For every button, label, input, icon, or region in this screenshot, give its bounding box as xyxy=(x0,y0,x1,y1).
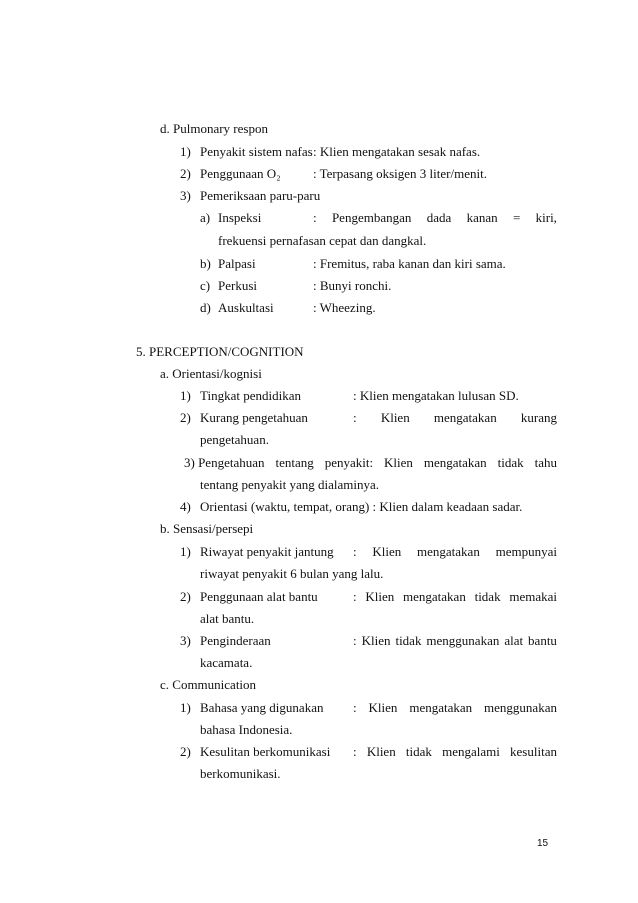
item-label: Penginderaan xyxy=(200,633,271,648)
word: Klien xyxy=(366,744,396,759)
word: dada xyxy=(426,210,452,225)
sub-item-value: : Fremitus, raba kanan dan kiri sama. xyxy=(313,256,506,271)
word: Klien xyxy=(361,633,391,648)
heading-pulmonary: d. Pulmonary respon xyxy=(160,121,268,136)
word: mengalami xyxy=(442,744,500,759)
sub-item-label: Palpasi xyxy=(218,256,256,271)
word: 3) Pengetahuan xyxy=(184,455,265,470)
item-label: Penggunaan O₂ xyxy=(200,166,281,181)
item-continuation: kacamata. xyxy=(200,655,253,670)
item-number: 1) xyxy=(180,388,191,403)
word: alat xyxy=(504,633,524,648)
word: : xyxy=(353,544,357,559)
word: Klien xyxy=(380,410,410,425)
item-continuation: bahasa Indonesia. xyxy=(200,722,293,737)
word: kurang xyxy=(520,410,557,425)
word: = xyxy=(512,210,521,225)
sub-item-number: c) xyxy=(200,278,211,293)
item-label: Kurang pengetahuan xyxy=(200,410,308,425)
item-continuation: alat bantu. xyxy=(200,611,255,626)
sub-item-number: a) xyxy=(200,210,211,225)
word: Klien xyxy=(368,700,398,715)
item-label: Pemeriksaan paru-paru xyxy=(200,188,321,203)
item-continuation: riwayat penyakit 6 bulan yang lalu. xyxy=(200,566,384,581)
word: penyakit: xyxy=(324,455,374,470)
word: kiri, xyxy=(535,210,557,225)
item-number: 2) xyxy=(180,166,191,181)
item-number: 2) xyxy=(180,410,191,425)
word: memakai xyxy=(509,589,557,604)
sub-item-label: Perkusi xyxy=(218,278,257,293)
item-text: Orientasi (waktu, tempat, orang) : Klien dalam keadaan sadar. xyxy=(200,499,523,514)
item-label: Kesulitan berkomunikasi xyxy=(200,744,331,759)
word: : xyxy=(353,589,357,604)
page-number: 15 xyxy=(537,838,549,849)
sub-item-value: : Wheezing. xyxy=(313,300,376,315)
sub-item-label: Inspeksi xyxy=(218,210,262,225)
item-continuation: berkomunikasi. xyxy=(200,766,281,781)
item-value xyxy=(353,410,557,426)
word: kanan xyxy=(466,210,498,225)
sub-item-number: d) xyxy=(200,300,211,315)
item-number: 2) xyxy=(180,744,191,759)
item-value xyxy=(353,633,557,649)
item-label: Riwayat penyakit jantung xyxy=(200,544,334,559)
word: tahu xyxy=(534,455,557,470)
item-number: 1) xyxy=(180,144,191,159)
word: mengatakan xyxy=(423,455,487,470)
item-value: : Klien mengatakan sesak nafas. xyxy=(313,144,481,159)
subsection-heading: a. Orientasi/kognisi xyxy=(160,366,262,381)
word: tentang xyxy=(275,455,314,470)
word: tidak xyxy=(395,633,422,648)
item-justified-line xyxy=(184,455,557,471)
section-heading: 5. PERCEPTION/COGNITION xyxy=(136,344,304,359)
item-number: 1) xyxy=(180,700,191,715)
subsection-heading: b. Sensasi/persepi xyxy=(160,521,254,536)
subsection-heading: c. Communication xyxy=(160,677,257,692)
item-label: Bahasa yang digunakan xyxy=(200,700,324,715)
item-number: 4) xyxy=(180,499,191,514)
item-number: 3) xyxy=(180,188,191,203)
item-value xyxy=(353,544,557,560)
sub-item-value xyxy=(313,210,557,226)
word: tidak xyxy=(405,744,432,759)
item-continuation: tentang penyakit yang dialaminya. xyxy=(200,477,380,492)
word: tidak xyxy=(497,455,524,470)
word: tidak xyxy=(474,589,501,604)
word: kesulitan xyxy=(510,744,557,759)
word: : xyxy=(353,744,357,759)
word: mengatakan xyxy=(409,700,473,715)
word: mengatakan xyxy=(433,410,497,425)
item-value: : Klien mengatakan lulusan SD. xyxy=(353,388,519,403)
item-label: Penggunaan alat bantu xyxy=(200,589,318,604)
word: menggunakan xyxy=(426,633,500,648)
word: Klien xyxy=(384,455,413,470)
sub-item-label: Auskultasi xyxy=(218,300,274,315)
item-label: Tingkat pendidikan xyxy=(200,388,301,403)
word: Pengembangan xyxy=(331,210,412,225)
item-label: Penyakit sistem nafas xyxy=(200,144,313,159)
word: mengatakan xyxy=(403,589,466,604)
word: menggunakan xyxy=(484,700,557,715)
word: Klien xyxy=(372,544,402,559)
word: : xyxy=(353,633,357,648)
word: : xyxy=(353,700,357,715)
item-value xyxy=(353,700,557,716)
item-value: : Terpasang oksigen 3 liter/menit. xyxy=(313,166,487,181)
item-value xyxy=(353,744,557,760)
item-number: 3) xyxy=(180,633,191,648)
word: : xyxy=(313,210,317,225)
word: mempunyai xyxy=(495,544,557,559)
sub-item-continuation: frekuensi pernafasan cepat dan dangkal. xyxy=(218,233,427,248)
item-value xyxy=(353,589,557,605)
word: bantu xyxy=(528,633,557,648)
item-continuation: pengetahuan. xyxy=(200,432,269,447)
word: mengatakan xyxy=(417,544,480,559)
word: Klien xyxy=(365,589,395,604)
sub-item-number: b) xyxy=(200,256,211,271)
sub-item-value: : Bunyi ronchi. xyxy=(313,278,392,293)
word: : xyxy=(353,410,357,425)
item-number: 1) xyxy=(180,544,191,559)
item-number: 2) xyxy=(180,589,191,604)
